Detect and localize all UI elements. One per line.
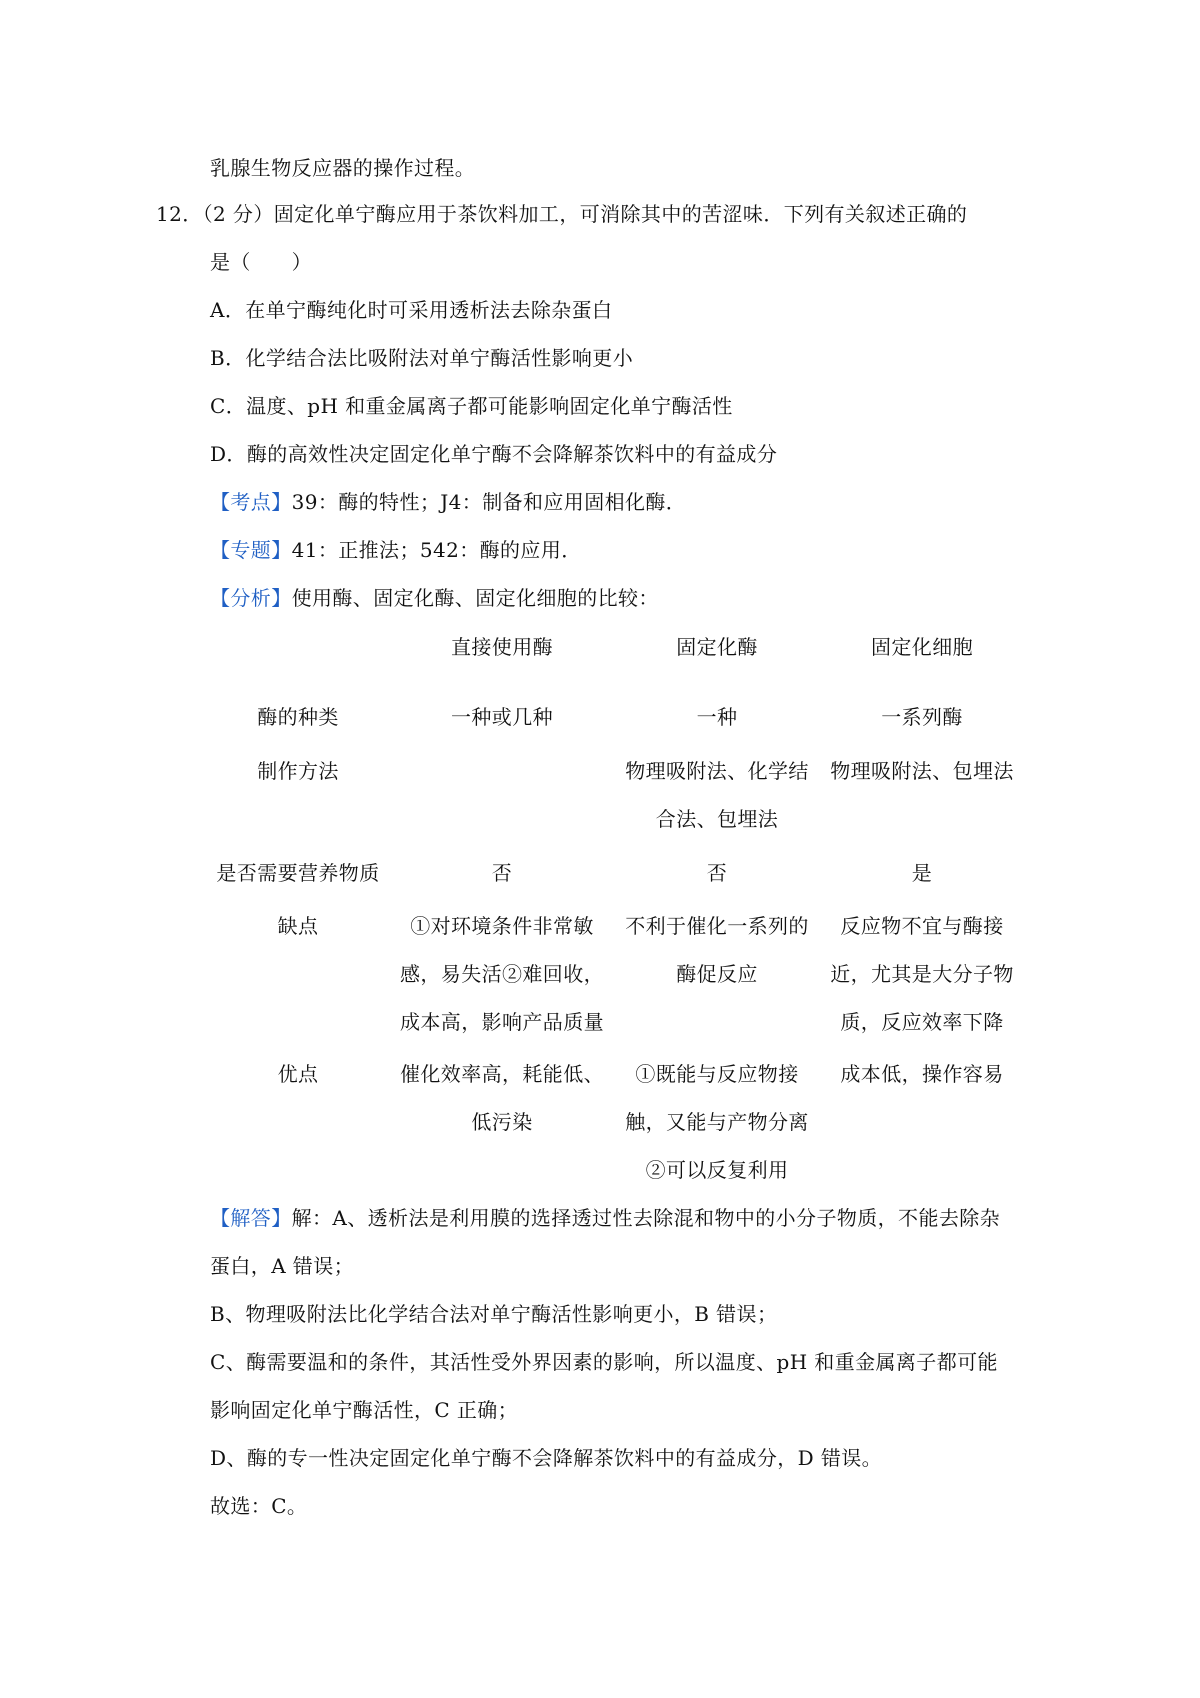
table-cell: 否	[491, 861, 513, 885]
jieda-line3: B、物理吸附法比化学结合法对单宁酶活性影响更小，B 错误；	[210, 1302, 778, 1326]
table-cell: ①对环境条件非常敏	[410, 914, 594, 938]
table-cell: 否	[706, 861, 728, 885]
zhuanti-text: 41：正推法；542：酶的应用．	[291, 538, 582, 562]
table-cell: 物理吸附法、化学结	[625, 759, 809, 783]
jieda-text: 解：A、透析法是利用膜的选择透过性去除混和物中的小分子物质，不能去除杂	[291, 1206, 1001, 1230]
final-answer: 故选：C。	[210, 1494, 308, 1518]
table-cell: 合法、包埋法	[655, 807, 779, 831]
option-b: B．化学结合法比吸附法对单宁酶活性影响更小	[210, 346, 634, 370]
jieda-tag: 【解答】	[210, 1206, 292, 1230]
table-cell: 近，尤其是大分子物	[830, 962, 1014, 986]
table-cell: 一系列酶	[881, 705, 963, 729]
table-cell: 质，反应效率下降	[840, 1010, 1004, 1034]
jieda-line6: D、酶的专一性决定固定化单宁酶不会降解茶饮料中的有益成分，D 错误。	[210, 1446, 883, 1470]
option-a: A．在单宁酶纯化时可采用透析法去除杂蛋白	[210, 298, 613, 322]
table-header-direct: 直接使用酶	[451, 635, 553, 659]
zhuanti-tag: 【专题】	[210, 538, 292, 562]
kaodian-line	[210, 488, 686, 516]
jieda-line1	[210, 1204, 1000, 1232]
table-cell: ①既能与反应物接	[635, 1062, 799, 1086]
zhuanti-line	[210, 536, 582, 564]
row-label: 酶的种类	[257, 705, 339, 729]
jieda-line2: 蛋白，A 错误；	[210, 1254, 355, 1278]
row-label: 缺点	[277, 914, 319, 938]
question-stem-line2: 是（ ）	[210, 250, 312, 274]
table-cell: 酶促反应	[676, 962, 758, 986]
table-cell: 反应物不宜与酶接	[840, 914, 1004, 938]
question-stem-line1: 12．（2 分）固定化单宁酶应用于茶饮料加工，可消除其中的苦涩味．下列有关叙述正确的	[156, 202, 968, 226]
table-cell: 触，又能与产物分离	[625, 1110, 809, 1134]
intro-line: 乳腺生物反应器的操作过程。	[210, 156, 476, 180]
jieda-line5: 影响固定化单宁酶活性，C 正确；	[210, 1398, 519, 1422]
table-cell: 一种或几种	[451, 705, 553, 729]
kaodian-tag: 【考点】	[210, 490, 292, 514]
table-cell: 是	[911, 861, 933, 885]
row-label: 优点	[277, 1062, 319, 1086]
row-label: 制作方法	[257, 759, 339, 783]
kaodian-text: 39：酶的特性；J4：制备和应用固相化酶．	[291, 490, 687, 514]
table-cell: 催化效率高，耗能低、	[400, 1062, 604, 1086]
table-cell: ②可以反复利用	[645, 1158, 789, 1182]
table-header-immobilized-cell: 固定化细胞	[871, 635, 973, 659]
table-cell: 成本低，操作容易	[840, 1062, 1004, 1086]
table-cell: 成本高，影响产品质量	[400, 1010, 604, 1034]
table-cell: 低污染	[471, 1110, 533, 1134]
table-cell: 感，易失活②难回收，	[400, 962, 604, 986]
fenxi-tag: 【分析】	[210, 586, 292, 610]
table-cell: 一种	[696, 705, 738, 729]
table-cell: 物理吸附法、包埋法	[830, 759, 1014, 783]
table-cell: 不利于催化一系列的	[625, 914, 809, 938]
fenxi-line	[210, 584, 659, 612]
table-header-immobilized-enzyme: 固定化酶	[676, 635, 758, 659]
option-d: D．酶的高效性决定固定化单宁酶不会降解茶饮料中的有益成分	[210, 442, 778, 466]
fenxi-text: 使用酶、固定化酶、固定化细胞的比较：	[291, 586, 659, 610]
option-c: C．温度、pH 和重金属离子都可能影响固定化单宁酶活性	[210, 394, 733, 418]
row-label: 是否需要营养物质	[216, 861, 380, 885]
jieda-line4: C、酶需要温和的条件，其活性受外界因素的影响，所以温度、pH 和重金属离子都可能	[210, 1350, 998, 1374]
